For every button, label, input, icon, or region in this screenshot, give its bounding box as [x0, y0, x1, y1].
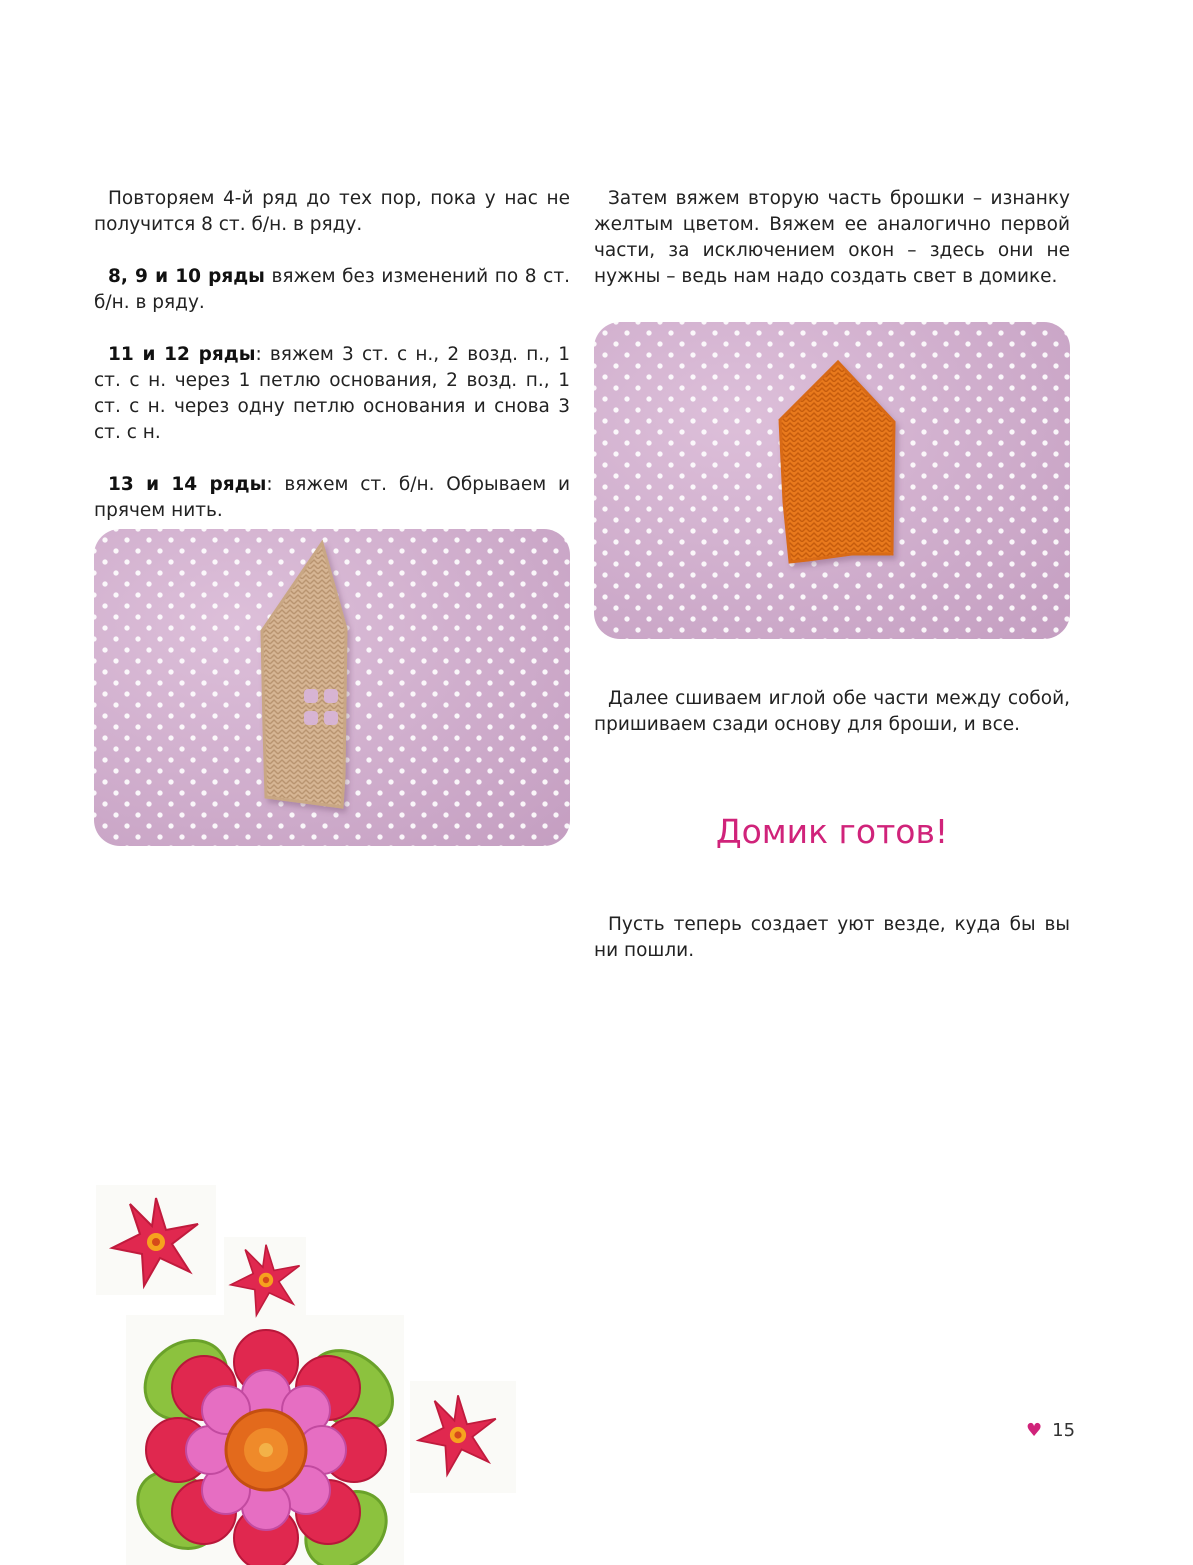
left-column — [94, 186, 570, 524]
rows-13-14-label: 13 и 14 ряды — [108, 474, 267, 495]
large-flower-icon — [122, 1324, 408, 1565]
crochet-flowers-decoration — [96, 1185, 526, 1565]
paragraph-rows-13-14 — [94, 472, 570, 524]
paragraph-rows-8-10 — [94, 264, 570, 316]
rows-11-12-text: : вяжем 3 ст. с н., 2 возд. п., 1 ст. с н. через 1 петлю основания, 2 возд. п., 1 ст. с н. через одну петлю основания и снова 3 ст. с н. — [94, 344, 570, 443]
paragraph-closing: Пусть теперь создает уют везде, куда бы вы ни пошли. — [594, 914, 1070, 961]
heart-icon: ♥ — [1026, 1420, 1043, 1441]
orange-house-illustration — [594, 322, 1070, 639]
rows-11-12-label: 11 и 12 ряды — [108, 344, 256, 365]
paragraph-rows-11-12 — [94, 342, 570, 446]
section-title-done: Домик готов! — [715, 812, 949, 851]
right-column-lower — [594, 686, 1070, 738]
right-column-final — [594, 912, 1070, 964]
page-number — [1026, 1420, 1075, 1441]
right-column — [594, 186, 1070, 290]
rows-8-10-label: 8, 9 и 10 ряды — [108, 266, 265, 287]
paragraph-second-part: Затем вяжем вторую часть брошки – изнанку желтым цветом. Вяжем ее аналогично первой части, за исключением окон – здесь они не нужны – ведь нам надо создать свет в домике. — [594, 188, 1070, 287]
paragraph-repeat-row: Повторяем 4-й ряд до тех пор, пока у нас не получится 8 ст. б/н. в ряду. — [94, 188, 570, 235]
page-number-value: 15 — [1052, 1420, 1076, 1441]
rows-13-14-text: : вяжем ст. б/н. Обрываем и прячем нить. — [94, 474, 570, 521]
paragraph-sew-parts: Далее сшиваем иглой обе части между собой, пришиваем сзади основу для броши, и все. — [594, 688, 1070, 735]
rows-8-10-text: вяжем без изменений по 8 ст. б/н. в ряду. — [94, 266, 570, 313]
orange-house-photo — [594, 322, 1070, 639]
beige-house-illustration — [94, 529, 570, 846]
beige-house-photo — [94, 529, 570, 846]
